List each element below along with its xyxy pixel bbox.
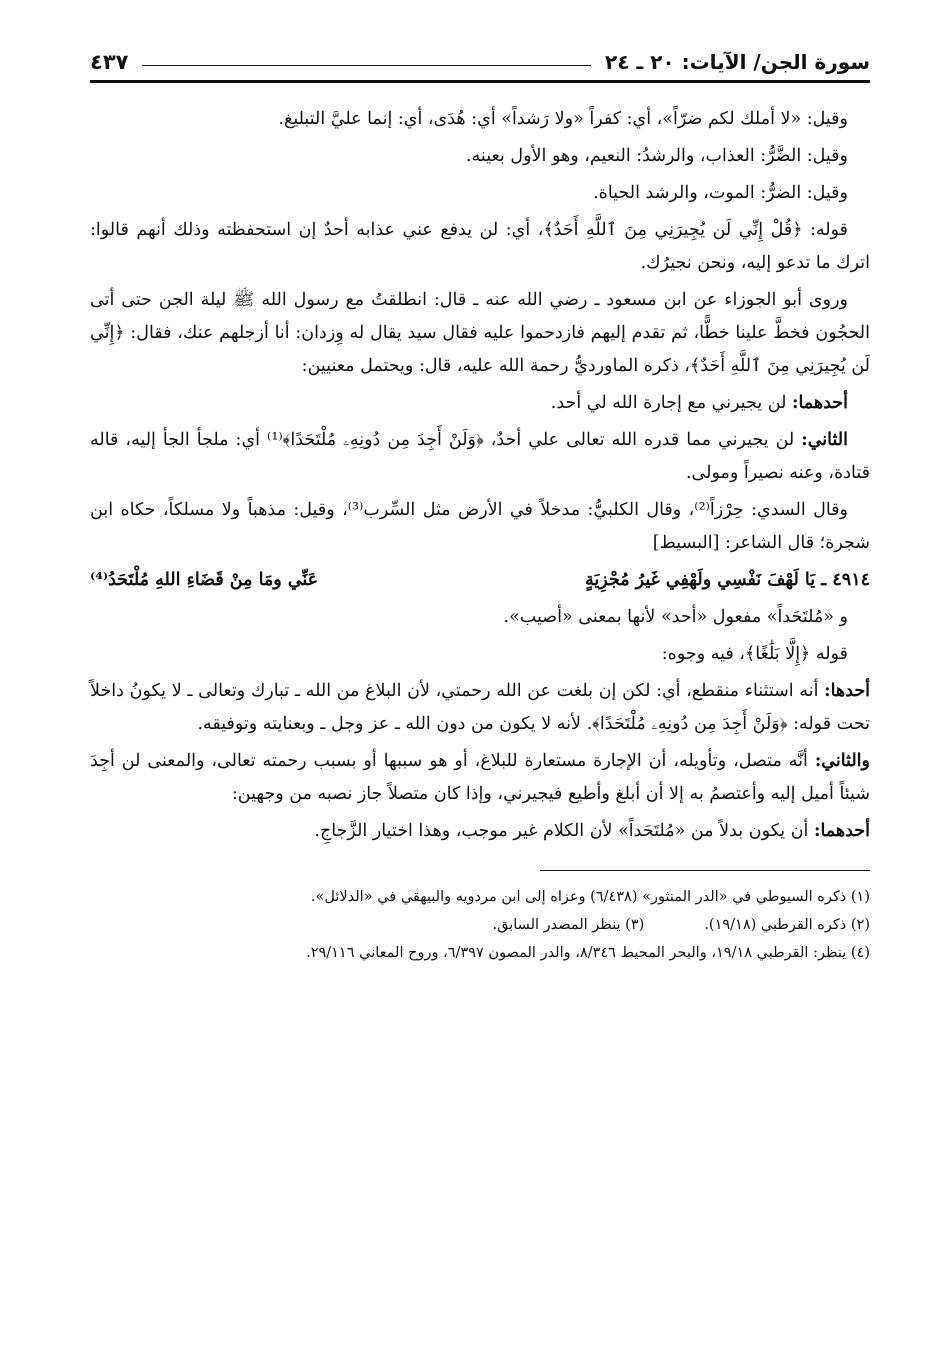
paragraph-10: قوله ﴿إِلَّا بَلَٰغًا﴾، فيه وجوه: [661,644,848,664]
paragraph-6-lead: أحدهما: [791,393,848,413]
paragraph-13 [90,815,870,848]
footnote-4: (٤) ينظر: القرطبي ١٩/١٨، والبحر المحيط ٨/٣٤٦، والدر المصون ٦/٣٩٧، وروح المعاني ٢٩/١١٦. [306,945,870,961]
paragraph-12 [90,745,870,811]
paragraph-12-lead: والثاني: [814,751,870,771]
paragraph-8: وقال السدي: حِرْزاً⁽²⁾، وقال الكلبيُّ: مدخلاً في الأرض مثل السِّرب⁽³⁾، وقيل: مذهباً ولا مسلكاً، حكاه ابن شجرة؛ قال الشاعر: [البسيط] [90,500,870,553]
footnote-2: (٢) ذكره القرطبي (١٩/١٨). [704,917,870,933]
header-rule [142,65,591,66]
paragraph-2: وقيل: الضَّرُّ: العذاب، والرشدُ: النعيم، وهو الأول بعينه. [465,146,848,166]
header-underline [90,80,870,83]
main-text [90,103,870,848]
paragraph-6-text: لن يجيرني مع إجارة الله لي أحد. [550,393,792,413]
paragraph-11-lead: أحدها: [824,681,870,701]
paragraph-3: وقيل: الضرُّ: الموت، والرشد الحياة. [593,183,848,203]
verse-first-hemistich: ٤٩١٤ ـ يَا لَهْفَ نَفْسِي ولَهْفِي غَيرُ مُجْزِيَةٍ [585,570,870,590]
paragraph-1: وقيل: «لا أملك لكم ضرّاً»، أي: كفراً «ولا رَشداً» أي: هُدَى، أي: إنما عليَّ التبليغ. [278,109,848,129]
paragraph-5: وروى أبو الجوزاء عن ابن مسعود ـ رضي الله عنه ـ قال: انطلقتُ مع رسول الله ﷺ ليلة الجن حتى أتى الحجُون فخطَّ علينا خطًّا، ثم تقدم إليهم فازدحموا عليه فقال سيد يقال له وِزدان: أنا أزجلهم عنك، فقال: ﴿إِنِّي لَن يُجِيرَنِي مِنَ ٱللَّهِ أَحَدٌ﴾، ذكره الماورديُّ رحمة الله عليه، قال: ويحتمل معنيين: [90,290,870,376]
paragraph-9: و «مُلتَحَداً» مفعول «أحد» لأنها بمعنى «أصيب». [503,607,848,627]
paragraph-11 [90,675,870,741]
paragraph-4: قوله: ﴿قُلْ إِنِّي لَن يُجِيرَنِي مِنَ ٱللَّهِ أَحَدٌ﴾، أي: لن يدفع عني عذابه أحدٌ إن استحفظته وذلك أنهم قالوا: اترك ما تدعو إليه، ونحن نجيرُك. [90,220,870,273]
footnote-separator [540,870,870,871]
page-title: سورة الجن/ الآيات: ٢٠ ـ ٢٤ [605,50,870,74]
paragraph-11-text: أنه استثناء منقطع، أي: لكن إن بلغت عن الله رحمتي، لأن البلاغ من الله ـ تبارك وتعالى ـ لا يكونُ داخلاً تحت قوله: ﴿وَلَنْ أَجِدَ مِن دُونِهِۦ مُلْتَحَدًا﴾. لأنه لا يكون من دون الله ـ عز وجل ـ وبعنايته وتوفيقه. [90,681,870,734]
page-number: ٤٣٧ [90,50,129,74]
running-header [90,38,870,78]
footnote-row-2 [90,911,870,939]
book-page [90,38,870,1338]
verse-second-hemistich: عَنِّي ومَا مِنْ قَضَاءِ اللهِ مُلْتَحَدُ⁽⁴⁾ [90,570,319,590]
poetry-verse [90,564,870,597]
paragraph-7-lead: الثاني: [801,430,848,450]
paragraph-13-lead: أحدهما: [813,821,870,841]
footnote-3: (٣) ينظر المصدر السابق. [492,917,645,933]
footnote-1: (١) ذكره السيوطي في «الدر المنثور» (٦/٤٣٨) وعزاه إلى ابن مردويه والبيهقي في «الدلائل». [310,889,870,905]
footnotes [90,883,870,967]
paragraph-12-text: أنَّه متصل، وتأويله، أن الإجارة مستعارة للبلاغ، أو هو سببها أو بسبب رحمته تعالى، والمعنى لن أجِدَ شيئاً أميل إليه وأعتصمُ به إلا أن أبلغ وأطيع فيجيرني، وإذا كان متصلاً جاز نصبه من وجهين: [90,751,870,804]
paragraph-6 [90,387,870,420]
paragraph-13-text: أن يكون بدلاً من «مُلتَحَداً» لأن الكلام غير موجب، وهذا اختيار الزَّجاجِ. [314,821,814,841]
paragraph-7-text: لن يجيرني مما قدره الله تعالى علي أحدٌ، ﴿وَلَنْ أَجِدَ مِن دُونِهِۦ مُلْتَحَدًا﴾⁽¹⁾ أي: ملجأ الجأ إليه، قاله قتادة، وعنه نصيراً ومولى. [90,430,870,483]
paragraph-7 [90,424,870,490]
